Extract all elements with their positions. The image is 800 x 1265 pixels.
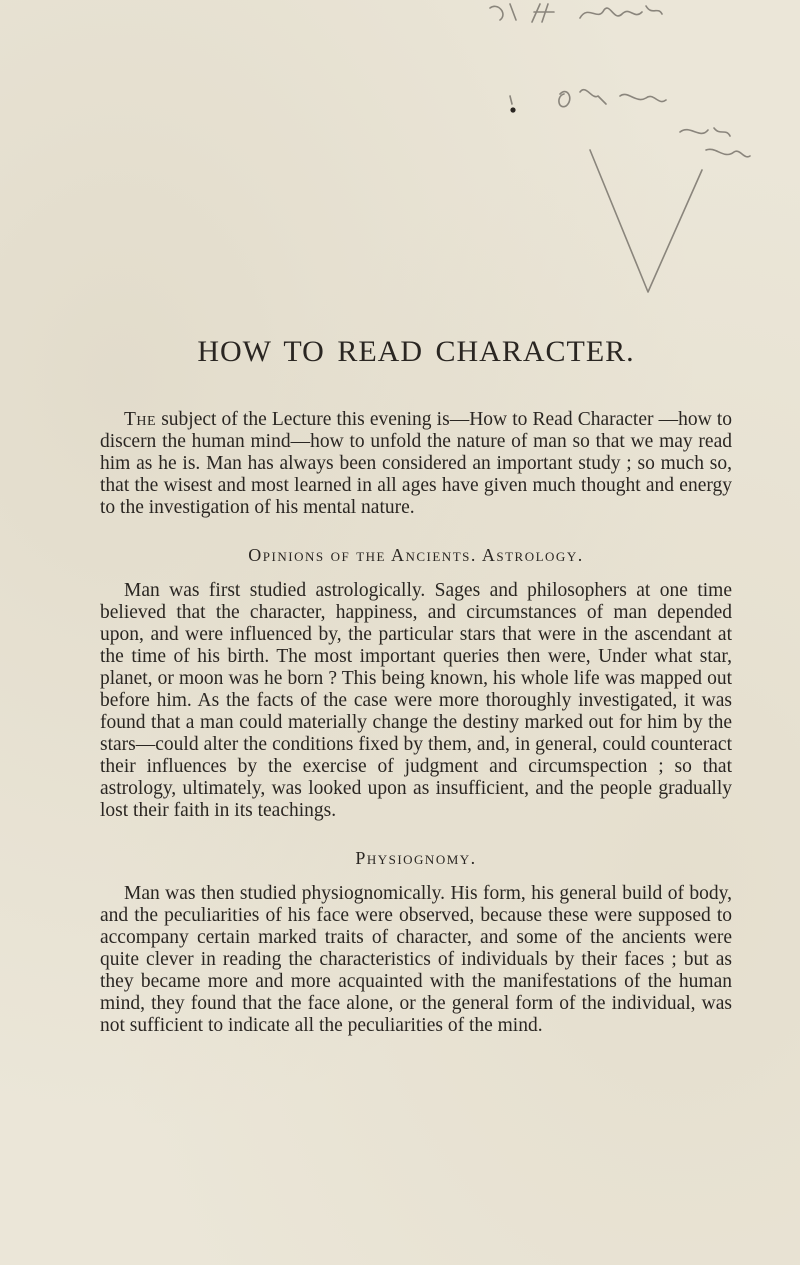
pencil-handwriting-scribble <box>470 0 800 330</box>
page-title: HOW TO READ CHARACTER. <box>197 335 635 368</box>
section-body-physiognomy: Man was then studied physiognomically. His form, his general build of body, and the peculiarities of his face were observed, because these were supposed to accompany certain marked traits of character, and some of the ancients were quite clever in reading the characteristics of individuals by their faces ; but as they became more and more acquainted with the manifestations of the human mind, they found that the face alone, or the general form of the individual, was not sufficient to indicate all the peculiarities of the mind. <box>100 883 732 1036</box>
page-content <box>100 335 732 1037</box>
section-body-astrology: Man was first studied astrologically. Sages and philosophers at one time believed that the character, happiness, and circumstances of man depended upon, and were influenced by, the particular stars that were in the ascendant at the time of his birth. The most important queries then were, Under what star, planet, or moon was he born ? This being known, his whole life was mapped out before him. As the facts of the case were more thoroughly investigated, it was found that a man could materially change the destiny marked out for him by the stars—could alter the conditions fixed by them, and, in general, could counteract their influences by the exercise of judgment and circumspection ; so that astrology, ultimately, was looked upon as insufficient, and the people gradually lost their faith in its teachings. <box>100 580 732 821</box>
intro-text: subject of the Lecture this evening is—How to Read Character —how to discern the human mind—how to unfold the nature of man so that we may read him as he is. Man has always been considered an important study ; so much so, that the wisest and most learned in all ages have given much thought and energy to the investigation of his mental nature. <box>100 409 732 518</box>
section-heading-physiognomy: Physiognomy. <box>355 848 477 868</box>
intro-paragraph <box>100 409 732 519</box>
section-heading-astrology: Opinions of the Ancients. Astrology. <box>248 545 584 565</box>
intro-lead-word: The <box>124 409 157 430</box>
